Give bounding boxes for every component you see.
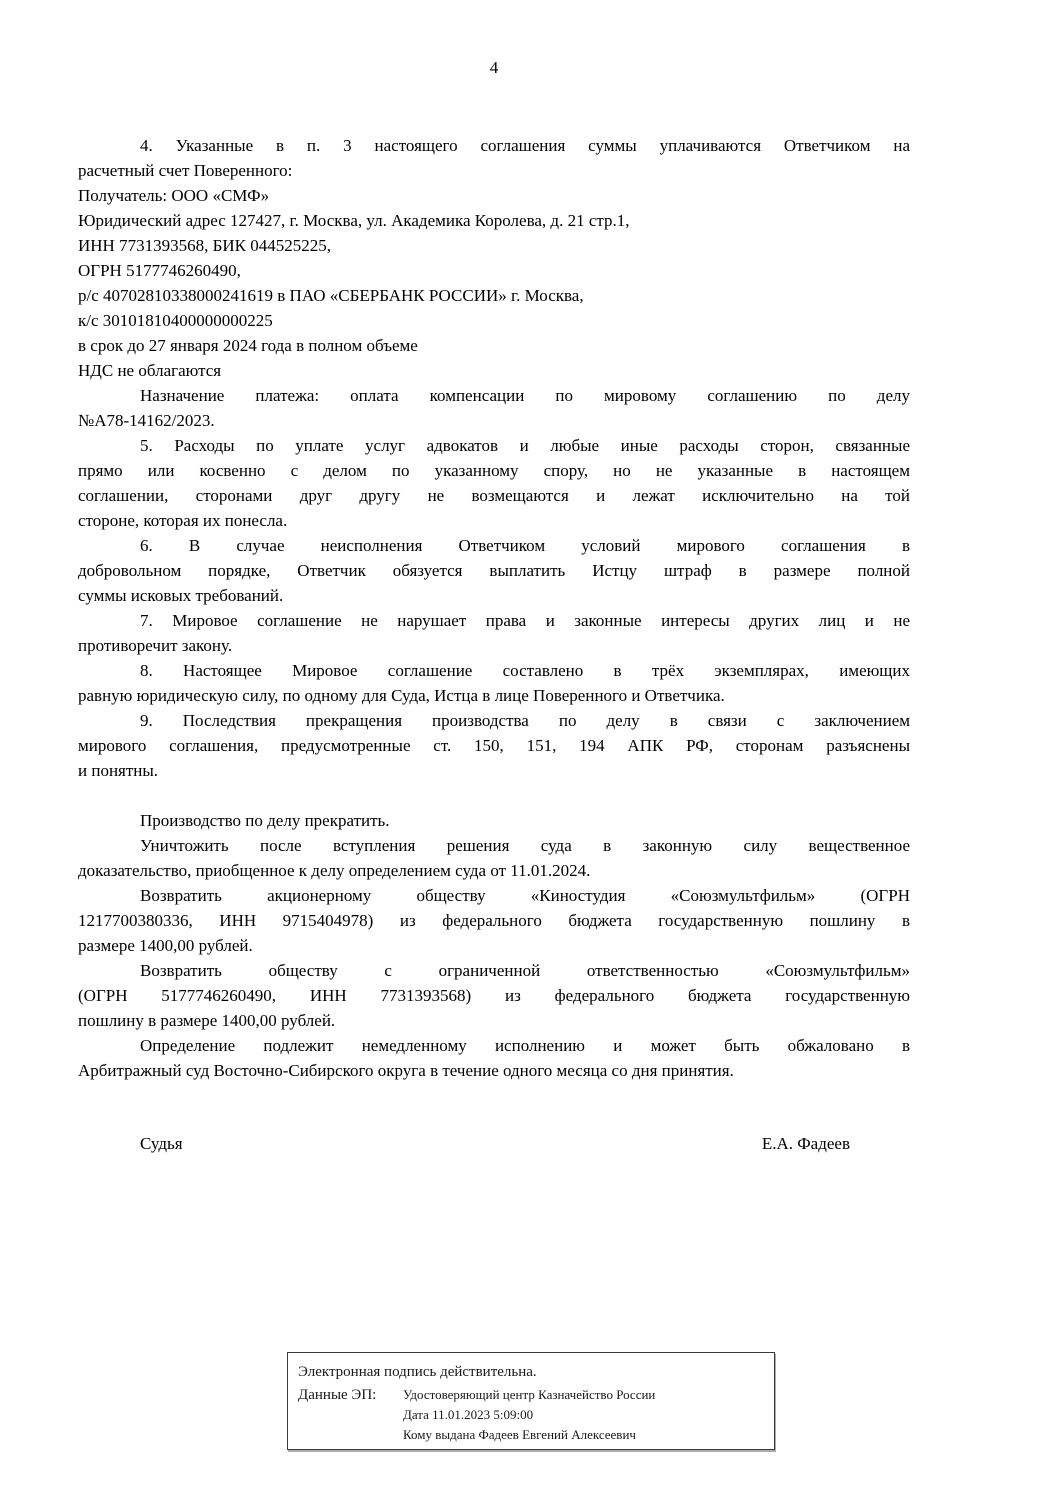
text-line: стороне, которая их понесла. (78, 511, 288, 530)
text-line: в срок до 27 января 2024 года в полном объеме (78, 336, 418, 355)
esignature-detail-line: Кому выдана Фадеев Евгений Алексеевич (403, 1427, 636, 1442)
document-body (78, 133, 910, 1083)
text-line: 5. Расходы по уплате услуг адвокатов и любые иные расходы сторон, связанные (140, 436, 910, 455)
page-number: 4 (489, 58, 499, 77)
text-line: и понятны. (78, 761, 159, 780)
text-line: Возвратить акционерному обществу «Киностудия «Союзмультфильм» (ОГРН (140, 886, 910, 905)
text-line: 7. Мировое соглашение не нарушает права и законные интересы других лиц и не (140, 611, 910, 630)
text-line: суммы исковых требований. (78, 586, 284, 605)
text-line: Получатель: ООО «СМФ» (78, 186, 270, 205)
text-line: 9. Последствия прекращения производства по делу в связи с заключением (140, 711, 910, 730)
text-line: ОГРН 5177746260490, (78, 261, 241, 280)
esignature-status-text: Электронная подпись действительна. (298, 1364, 537, 1380)
text-line: Уничтожить после вступления решения суда в законную силу вещественное (140, 836, 910, 855)
text-line: р/с 40702810338000241619 в ПАО «СБЕРБАНК РОССИИ» г. Москва, (78, 286, 584, 305)
esignature-detail-line: Удостоверяющий центр Казначейство России (403, 1387, 656, 1402)
text-line: 6. В случае неисполнения Ответчиком условий мирового соглашения в (140, 536, 910, 555)
text-line: НДС не облагаются (78, 361, 222, 380)
text-line: 1217700380336, ИНН 9715404978) из федерального бюджета государственную пошлину в (78, 911, 910, 930)
esignature-details (403, 1385, 655, 1445)
text-line: добровольном порядке, Ответчик обязуется выплатить Истцу штраф в размере полной (78, 561, 910, 580)
text-line: Арбитражный суд Восточно-Сибирского округа в течение одного месяца со дня принятия. (78, 1061, 734, 1080)
text-line: 4. Указанные в п. 3 настоящего соглашения суммы уплачиваются Ответчиком на (140, 136, 910, 155)
esignature-data-row (298, 1385, 762, 1445)
esignature-data-label: Данные ЭП: (298, 1387, 377, 1403)
text-line: Назначение платежа: оплата компенсации по мировому соглашению по делу (140, 386, 910, 405)
text-line: Возвратить обществу с ограниченной ответственностью «Союзмультфильм» (140, 961, 910, 980)
judge-name: Е.А. Фадеев (761, 1134, 850, 1153)
esignature-detail-line: Дата 11.01.2023 5:09:00 (403, 1407, 534, 1422)
text-line: №А78-14162/2023. (78, 411, 215, 430)
text-line: ИНН 7731393568, БИК 044525225, (78, 236, 331, 255)
text-line: доказательство, приобщенное к делу определением суда от 11.01.2024. (78, 861, 591, 880)
text-line: расчетный счет Поверенного: (78, 161, 293, 180)
text-line: пошлину в размере 1400,00 рублей. (78, 1011, 336, 1030)
text-line: (ОГРН 5177746260490, ИНН 7731393568) из федерального бюджета государственную (78, 986, 910, 1005)
text-line: Определение подлежит немедленному исполнению и может быть обжаловано в (140, 1036, 910, 1055)
text-line: противоречит закону. (78, 636, 233, 655)
text-line: к/с 30101810400000000225 (78, 311, 273, 330)
text-line: Юридический адрес 127427, г. Москва, ул. Академика Королева, д. 21 стр.1, (78, 211, 630, 230)
text-line: мирового соглашения, предусмотренные ст. 150, 151, 194 АПК РФ, сторонам разъяснены (78, 736, 910, 755)
text-line: размере 1400,00 рублей. (78, 936, 253, 955)
text-line: равную юридическую силу, по одному для Суда, Истца в лице Поверенного и Ответчика. (78, 686, 725, 705)
judge-title: Судья (140, 1134, 183, 1153)
text-line: 8. Настоящее Мировое соглашение составлено в трёх экземплярах, имеющих (140, 661, 910, 680)
text-line: соглашении, сторонами друг другу не возмещаются и лежат исключительно на той (78, 486, 910, 505)
blank-line (78, 783, 910, 808)
esignature-stamp (287, 1352, 775, 1450)
text-line: прямо или косвенно с делом по указанному спору, но не указанные в настоящем (78, 461, 910, 480)
signature-row (78, 1131, 910, 1156)
document-content (78, 0, 910, 1450)
text-line: Производство по делу прекратить. (140, 811, 390, 830)
